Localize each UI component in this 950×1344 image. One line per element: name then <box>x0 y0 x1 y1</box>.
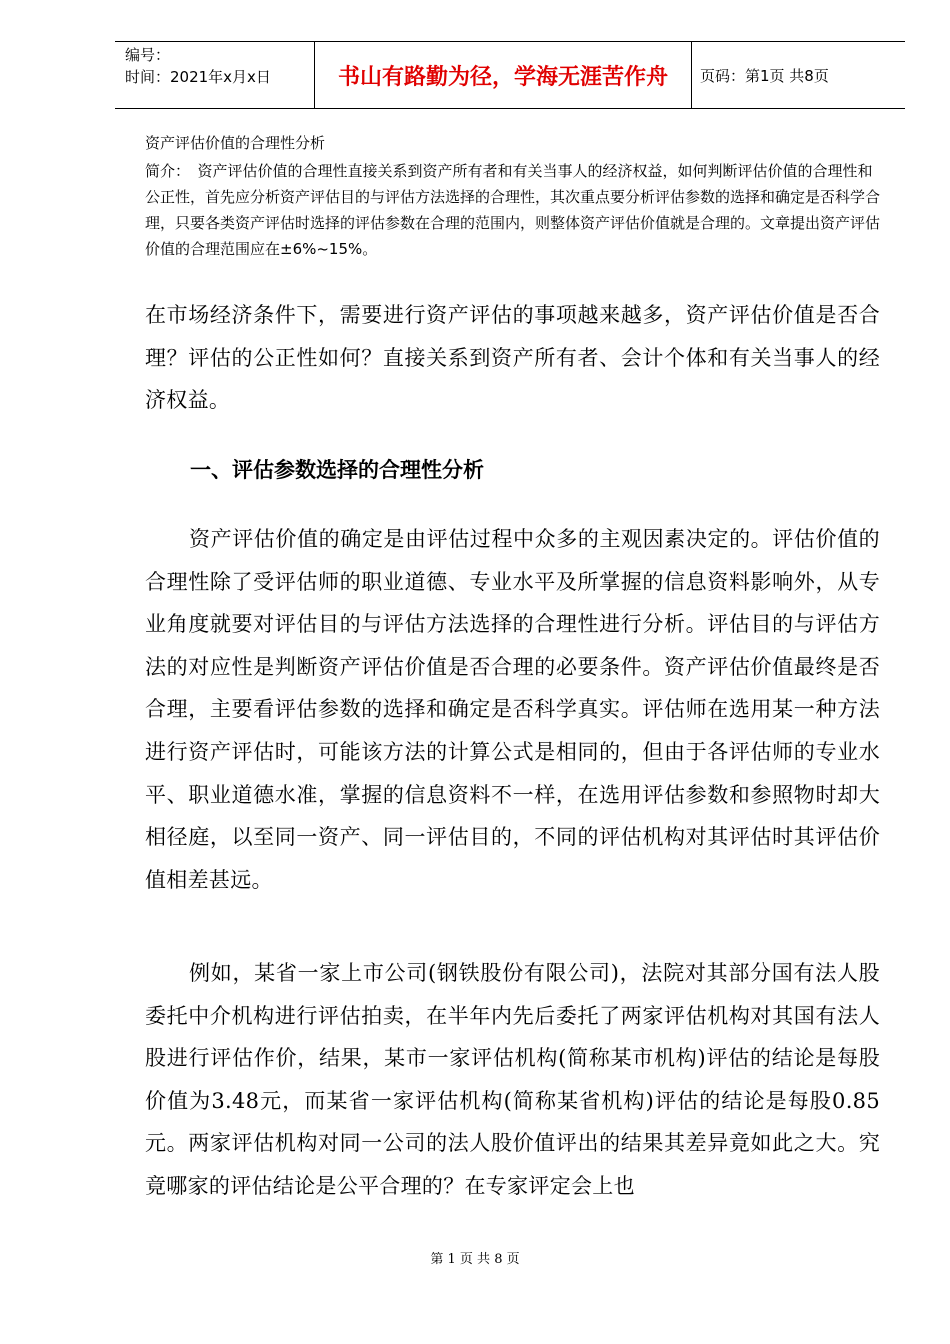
time-label: 时间：2021年x月x日 <box>125 68 271 86</box>
header-motto: 书山有路勤为径，学海无涯苦作舟 <box>315 42 692 108</box>
code-label: 编号： <box>125 46 171 64</box>
section-heading: 一、评估参数选择的合理性分析 <box>190 458 484 482</box>
example-paragraph: 例如，某省一家上市公司(钢铁股份有限公司)，法院对其部分国有法人股委托中介机构进行评估拍卖，在半年内先后委托了两家评估机构对其国有法人股进行评估作价，结果，某市一家评估机构(简称某市机构)评估的结论是每股价值为3.48元，而某省一家评估机构(简称某省机构)评估的结论是每股0.85元。两家评估机构对同一公司的法人股价值评出的结果其差异竟如此之大。究竟哪家的评估结论是公平合理的？在专家评定会上也 <box>145 961 880 1198</box>
header-meta <box>115 42 315 108</box>
article-title: 资产评估价值的合理性分析 <box>145 134 326 152</box>
summary-text: 简介： 资产评估价值的合理性直接关系到资产所有者和有关当事人的经济权益，如何判断评估价值的合理性和公正性，首先应分析资产评估目的与评估方法选择的合理性，其次重点要分析评估参数的选择和确定是否科学合理，只要各类资产评估时选择的评估参数在合理的范围内，则整体资产评估价值就是合理的。文章提出资产评估价值的合理范围应在±6%~15%。 <box>145 162 881 258</box>
article-summary <box>145 130 880 262</box>
body-paragraph: 资产评估价值的确定是由评估过程中众多的主观因素决定的。评估价值的合理性除了受评估师的职业道德、专业水平及所掌握的信息资料影响外，从专业角度就要对评估目的与评估方法选择的合理性进行分析。评估目的与评估方法的对应性是判断资产评估价值是否合理的必要条件。资产评估价值最终是否合理，主要看评估参数的选择和确定是否科学真实。评估师在选用某一种方法进行资产评估时，可能该方法的计算公式是相同的，但由于各评估师的专业水平、职业道德水准，掌握的信息资料不一样，在选用评估参数和参照物时却大相径庭，以至同一资产、同一评估目的，不同的评估机构对其评估时其评估价值相差甚远。 <box>145 527 880 892</box>
header-page-info: 页码：第1页 共8页 <box>700 66 829 85</box>
intro-paragraph: 在市场经济条件下，需要进行资产评估的事项越来越多，资产评估价值是否合理？评估的公正性如何？直接关系到资产所有者、会计个体和有关当事人的经济权益。 <box>145 303 880 413</box>
page-footer: 第 1 页 共 8 页 <box>430 1252 520 1267</box>
page-header <box>115 41 905 109</box>
